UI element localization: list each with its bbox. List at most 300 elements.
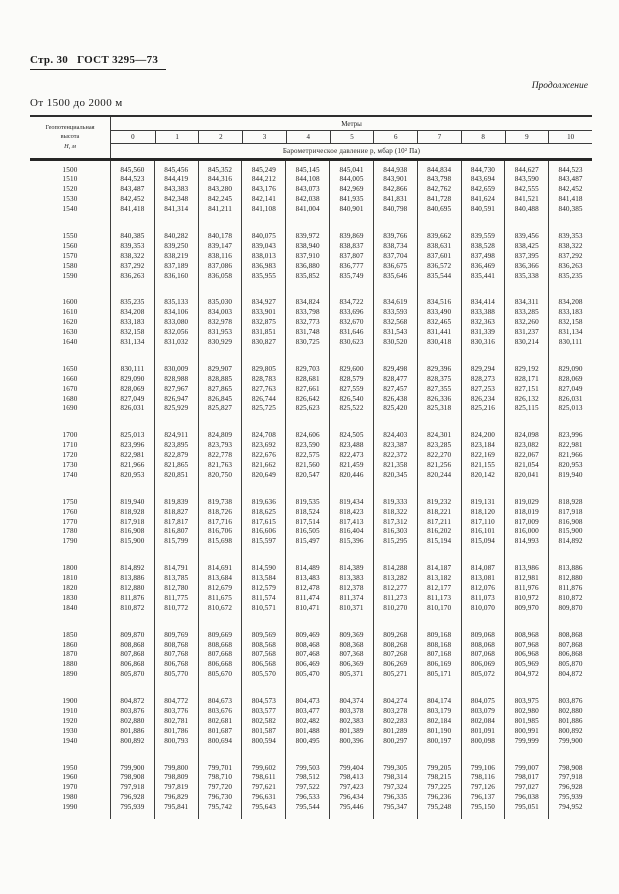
- value-cell: 795,643: [241, 803, 285, 813]
- value-cell: 844,627: [504, 166, 548, 176]
- value-cell-empty: [241, 414, 285, 431]
- value-cell: 837,807: [329, 252, 373, 262]
- value-cell: 844,212: [241, 175, 285, 185]
- value-cell-empty: [154, 813, 198, 819]
- table-row: [30, 650, 592, 660]
- table-row: [30, 461, 592, 471]
- value-cell: 813,886: [110, 574, 154, 584]
- value-cell: 818,322: [373, 508, 417, 518]
- value-cell: 837,189: [154, 262, 198, 272]
- value-cell: 845,041: [329, 166, 373, 176]
- row-axis-header-symbol: Н, м: [64, 143, 76, 151]
- value-cell-empty: [373, 747, 417, 764]
- value-cell: 824,301: [417, 431, 461, 441]
- value-cell-empty: [417, 813, 461, 819]
- height-cell: 1520: [62, 185, 78, 194]
- value-cell-empty: [285, 547, 329, 564]
- value-cell-empty: [461, 281, 505, 298]
- value-cell: 837,910: [285, 252, 329, 262]
- value-cell: 801,886: [548, 717, 592, 727]
- value-cell: 817,918: [110, 518, 154, 528]
- value-cell: 842,969: [329, 185, 373, 195]
- value-cell-empty: [241, 481, 285, 498]
- value-cell: 835,235: [110, 298, 154, 308]
- value-cell: 801,687: [198, 727, 242, 737]
- value-cell: 835,338: [504, 272, 548, 282]
- value-cell: 833,183: [110, 318, 154, 328]
- value-cell: 827,763: [241, 385, 285, 395]
- value-cell: 834,003: [198, 308, 242, 318]
- value-cell: 833,490: [417, 308, 461, 318]
- value-cell: 829,396: [417, 365, 461, 375]
- value-cell-empty: [198, 813, 242, 819]
- value-cell: 823,184: [461, 441, 505, 451]
- value-cell-empty: [548, 614, 592, 631]
- value-cell: 810,070: [461, 604, 505, 614]
- value-cell: 798,017: [504, 773, 548, 783]
- value-cell: 830,316: [461, 338, 505, 348]
- value-cell: 829,192: [504, 365, 548, 375]
- value-cell: 829,498: [373, 365, 417, 375]
- value-cell: 830,623: [329, 338, 373, 348]
- column-header: 1: [155, 131, 199, 144]
- value-cell: 819,131: [461, 498, 505, 508]
- value-cell-empty: [241, 680, 285, 697]
- value-cell: 817,817: [154, 518, 198, 528]
- value-cell: 805,371: [329, 670, 373, 680]
- value-cell: 820,041: [504, 471, 548, 481]
- value-cell: 802,184: [417, 717, 461, 727]
- value-cell: 830,009: [154, 365, 198, 375]
- table-row: [30, 727, 592, 737]
- value-cell: 832,465: [417, 318, 461, 328]
- value-cell-empty: [110, 215, 154, 232]
- value-cell: 813,886: [548, 564, 592, 574]
- value-cell: 809,168: [417, 631, 461, 641]
- value-cell: 802,283: [373, 717, 417, 727]
- value-cell-empty: [329, 680, 373, 697]
- value-cell: 836,469: [461, 262, 505, 272]
- value-cell: 822,372: [373, 451, 417, 461]
- table-row: [30, 471, 592, 481]
- value-cell: 828,375: [417, 375, 461, 385]
- height-cell: 1620: [62, 318, 78, 327]
- value-cell: 812,679: [198, 584, 242, 594]
- value-cell: 817,514: [285, 518, 329, 528]
- value-cell: 814,087: [461, 564, 505, 574]
- value-cell: 826,947: [154, 395, 198, 405]
- value-cell: 820,851: [154, 471, 198, 481]
- value-cell: 827,661: [285, 385, 329, 395]
- value-cell: 808,268: [373, 641, 417, 651]
- value-cell: 813,282: [373, 574, 417, 584]
- value-cell: 797,819: [154, 783, 198, 793]
- value-cell: 830,725: [285, 338, 329, 348]
- value-cell: 822,169: [461, 451, 505, 461]
- value-cell: 836,572: [417, 262, 461, 272]
- block-spacer: [30, 414, 592, 431]
- table-row: [30, 232, 592, 242]
- table-row: [30, 272, 592, 282]
- value-cell: 814,892: [110, 564, 154, 574]
- value-cell: 818,625: [241, 508, 285, 518]
- value-cell: 833,798: [285, 308, 329, 318]
- row-axis-header-line1: Геопотенциальная: [45, 123, 95, 131]
- value-cell: 821,358: [373, 461, 417, 471]
- value-cell: 816,908: [548, 518, 592, 528]
- value-cell: 841,108: [241, 205, 285, 215]
- value-cell: 840,178: [198, 232, 242, 242]
- value-cell-empty: [461, 481, 505, 498]
- value-cell: 804,174: [417, 697, 461, 707]
- value-cell: 827,151: [504, 385, 548, 395]
- value-cell: 833,080: [154, 318, 198, 328]
- height-cell: 1630: [62, 328, 78, 337]
- value-cell: 803,975: [504, 697, 548, 707]
- value-cell-empty: [548, 680, 592, 697]
- value-cell: 838,116: [198, 252, 242, 262]
- value-cell: 844,316: [198, 175, 242, 185]
- value-cell: 826,438: [373, 395, 417, 405]
- value-cell-empty: [241, 281, 285, 298]
- value-cell-empty: [461, 414, 505, 431]
- value-cell-empty: [373, 215, 417, 232]
- value-cell: 804,772: [154, 697, 198, 707]
- value-cell: 798,116: [461, 773, 505, 783]
- value-cell: 801,091: [461, 727, 505, 737]
- height-cell: 1590: [62, 271, 78, 280]
- value-cell: 836,366: [504, 262, 548, 272]
- value-cell: 816,505: [285, 527, 329, 537]
- value-cell-empty: [110, 481, 154, 498]
- value-cell: 797,324: [373, 783, 417, 793]
- value-cell: 819,738: [198, 498, 242, 508]
- value-cell: 832,158: [548, 318, 592, 328]
- value-cell: 829,703: [285, 365, 329, 375]
- value-cell: 842,452: [548, 185, 592, 195]
- value-cell: 834,311: [504, 298, 548, 308]
- table-row: [30, 660, 592, 670]
- value-cell: 831,441: [417, 328, 461, 338]
- table-row: [30, 564, 592, 574]
- value-cell: 817,211: [417, 518, 461, 528]
- value-cell-empty: [198, 281, 242, 298]
- value-cell: 812,177: [417, 584, 461, 594]
- value-cell-empty: [198, 215, 242, 232]
- value-cell: 840,695: [417, 205, 461, 215]
- value-cell: 844,730: [461, 166, 505, 176]
- value-cell: 811,173: [417, 594, 461, 604]
- value-cell: 811,073: [461, 594, 505, 604]
- value-cell-empty: [110, 547, 154, 564]
- value-cell: 821,662: [241, 461, 285, 471]
- value-cell: 795,051: [504, 803, 548, 813]
- height-cell: 1660: [62, 374, 78, 383]
- value-cell: 806,968: [504, 650, 548, 660]
- value-cell: 828,477: [373, 375, 417, 385]
- value-cell: 815,396: [329, 537, 373, 547]
- value-cell-empty: [285, 747, 329, 764]
- value-cell: 821,763: [198, 461, 242, 471]
- value-cell: 801,886: [110, 727, 154, 737]
- value-cell: 840,488: [504, 205, 548, 215]
- value-cell-empty: [198, 414, 242, 431]
- value-cell: 809,769: [154, 631, 198, 641]
- value-cell: 802,084: [461, 717, 505, 727]
- value-cell: 833,901: [241, 308, 285, 318]
- value-cell: 828,171: [504, 375, 548, 385]
- value-cell: 811,876: [548, 584, 592, 594]
- value-cell: 817,716: [198, 518, 242, 528]
- pressure-header: Барометрическое давление р, мбар (10² Па): [282, 147, 421, 155]
- value-cell: 816,404: [329, 527, 373, 537]
- value-cell: 806,768: [154, 660, 198, 670]
- value-cell: 828,681: [285, 375, 329, 385]
- value-cell: 835,235: [548, 272, 592, 282]
- value-cell: 818,827: [154, 508, 198, 518]
- value-cell: 805,072: [461, 670, 505, 680]
- height-cell: 1780: [62, 527, 78, 536]
- value-cell: 839,662: [417, 232, 461, 242]
- table-row: [30, 527, 592, 537]
- table-row: [30, 252, 592, 262]
- value-cell: 796,038: [504, 793, 548, 803]
- value-cell: 842,038: [285, 195, 329, 205]
- value-cell: 836,777: [329, 262, 373, 272]
- table-row: [30, 498, 592, 508]
- value-cell: 844,834: [417, 166, 461, 176]
- value-cell: 805,770: [154, 670, 198, 680]
- value-cell: 820,953: [548, 461, 592, 471]
- value-cell: 812,076: [461, 584, 505, 594]
- height-cell: 1510: [62, 175, 78, 184]
- value-cell: 795,939: [110, 803, 154, 813]
- value-cell: 811,876: [110, 594, 154, 604]
- value-cell: 845,560: [110, 166, 154, 176]
- value-cell-empty: [241, 348, 285, 365]
- value-cell-empty: [548, 348, 592, 365]
- value-cell-empty: [198, 348, 242, 365]
- table-row: [30, 584, 592, 594]
- value-cell: 809,469: [285, 631, 329, 641]
- value-cell: 799,602: [241, 764, 285, 774]
- value-cell: 841,831: [373, 195, 417, 205]
- value-cell: 823,387: [373, 441, 417, 451]
- value-cell-empty: [154, 281, 198, 298]
- value-cell-empty: [417, 281, 461, 298]
- value-cell: 810,872: [548, 594, 592, 604]
- table-row: [30, 803, 592, 813]
- value-cell: 825,623: [285, 404, 329, 414]
- height-cell: 1990: [62, 803, 78, 812]
- value-cell: 842,348: [154, 195, 198, 205]
- value-cell: 813,684: [198, 574, 242, 584]
- value-cell: 797,621: [241, 783, 285, 793]
- value-cell: 796,236: [417, 793, 461, 803]
- column-header: 7: [417, 131, 461, 144]
- value-cell: 835,955: [241, 272, 285, 282]
- value-cell: 843,487: [548, 175, 592, 185]
- value-cell: 829,907: [198, 365, 242, 375]
- table-row: [30, 508, 592, 518]
- value-cell-empty: [329, 281, 373, 298]
- value-cell: 806,868: [548, 650, 592, 660]
- value-cell: 823,692: [241, 441, 285, 451]
- value-cell: 805,470: [285, 670, 329, 680]
- height-cell-empty: [30, 747, 110, 764]
- block-spacer: [30, 680, 592, 697]
- height-cell: 1830: [62, 593, 78, 602]
- value-cell: 810,471: [285, 604, 329, 614]
- height-cell: 1570: [62, 251, 78, 260]
- value-cell: 835,646: [373, 272, 417, 282]
- height-cell: 1930: [62, 726, 78, 735]
- value-cell-empty: [110, 281, 154, 298]
- value-cell: 805,570: [241, 670, 285, 680]
- value-cell: 841,418: [548, 195, 592, 205]
- height-cell: 1810: [62, 574, 78, 583]
- row-axis-header: [30, 117, 110, 158]
- table-row: [30, 537, 592, 547]
- value-cell: 828,988: [154, 375, 198, 385]
- value-cell: 835,030: [198, 298, 242, 308]
- value-cell: 816,908: [110, 527, 154, 537]
- value-cell: 807,968: [504, 641, 548, 651]
- value-cell: 805,670: [198, 670, 242, 680]
- value-cell: 833,388: [461, 308, 505, 318]
- value-cell: 808,468: [285, 641, 329, 651]
- value-cell: 842,452: [110, 195, 154, 205]
- table-row: [30, 574, 592, 584]
- value-cell: 810,872: [110, 604, 154, 614]
- height-cell: 1690: [62, 404, 78, 413]
- value-cell: 800,197: [417, 737, 461, 747]
- value-cell: 838,940: [285, 242, 329, 252]
- value-cell: 822,879: [154, 451, 198, 461]
- value-cell: 839,147: [198, 242, 242, 252]
- value-cell: 826,031: [548, 395, 592, 405]
- value-cell: 810,772: [154, 604, 198, 614]
- height-cell: 1580: [62, 261, 78, 270]
- value-cell: 827,253: [461, 385, 505, 395]
- value-cell: 799,503: [285, 764, 329, 774]
- height-cell-empty: [30, 215, 110, 232]
- value-cell-empty: [548, 813, 592, 819]
- value-cell-empty: [548, 547, 592, 564]
- value-cell: 820,649: [241, 471, 285, 481]
- value-cell: 811,474: [285, 594, 329, 604]
- value-cell-empty: [285, 481, 329, 498]
- value-cell: 810,571: [241, 604, 285, 614]
- table-row: [30, 318, 592, 328]
- value-cell: 831,237: [504, 328, 548, 338]
- column-header-group: [110, 117, 592, 158]
- height-cell: 1910: [62, 707, 78, 716]
- value-cell: 813,785: [154, 574, 198, 584]
- page-number: Стр. 30: [30, 54, 69, 66]
- value-cell: 811,775: [154, 594, 198, 604]
- value-cell: 843,590: [504, 175, 548, 185]
- document-reference: [30, 54, 166, 70]
- value-cell: 808,568: [241, 641, 285, 651]
- height-cell: 1850: [62, 630, 78, 639]
- height-cell: 1710: [62, 441, 78, 450]
- value-cell: 825,216: [461, 404, 505, 414]
- value-cell-empty: [461, 215, 505, 232]
- value-cell: 798,512: [285, 773, 329, 783]
- value-cell: 832,363: [461, 318, 505, 328]
- value-cell: 837,704: [373, 252, 417, 262]
- value-cell: 795,446: [329, 803, 373, 813]
- value-cell: 832,978: [198, 318, 242, 328]
- value-cell: 818,928: [548, 498, 592, 508]
- value-cell: 815,597: [241, 537, 285, 547]
- table-row: [30, 308, 592, 318]
- value-cell: 845,352: [198, 166, 242, 176]
- table-row: [30, 717, 592, 727]
- value-cell: 840,798: [373, 205, 417, 215]
- value-cell: 827,967: [154, 385, 198, 395]
- value-cell: 843,176: [241, 185, 285, 195]
- value-cell: 840,591: [461, 205, 505, 215]
- value-cell: 795,939: [548, 793, 592, 803]
- value-cell: 806,269: [373, 660, 417, 670]
- value-cell-empty: [241, 813, 285, 819]
- value-cell: 799,900: [548, 737, 592, 747]
- value-cell: 830,827: [241, 338, 285, 348]
- value-cell: 833,183: [548, 308, 592, 318]
- value-cell: 802,482: [285, 717, 329, 727]
- value-cell: 824,098: [504, 431, 548, 441]
- height-cell: 1700: [62, 431, 78, 440]
- value-cell: 831,646: [329, 328, 373, 338]
- value-cell: 839,456: [504, 232, 548, 242]
- value-cell-empty: [548, 481, 592, 498]
- table-row: [30, 604, 592, 614]
- value-cell: 814,187: [417, 564, 461, 574]
- value-cell: 797,720: [198, 783, 242, 793]
- value-cell: 804,075: [461, 697, 505, 707]
- value-cell: 809,068: [461, 631, 505, 641]
- value-cell: 807,068: [461, 650, 505, 660]
- value-cell: 816,606: [241, 527, 285, 537]
- value-cell: 816,101: [461, 527, 505, 537]
- value-cell: 805,271: [373, 670, 417, 680]
- table-row: [30, 737, 592, 747]
- value-cell: 812,579: [241, 584, 285, 594]
- height-cell: 1610: [62, 308, 78, 317]
- value-cell: 834,208: [110, 308, 154, 318]
- value-cell: 819,434: [329, 498, 373, 508]
- value-cell: 802,880: [548, 707, 592, 717]
- value-cell: 821,865: [154, 461, 198, 471]
- value-cell: 803,378: [329, 707, 373, 717]
- value-cell: 799,404: [329, 764, 373, 774]
- value-cell: 810,972: [504, 594, 548, 604]
- value-cell: 828,579: [329, 375, 373, 385]
- value-cell-empty: [110, 747, 154, 764]
- table-row: [30, 262, 592, 272]
- value-cell: 820,446: [329, 471, 373, 481]
- value-cell: 838,425: [504, 242, 548, 252]
- value-cell: 837,292: [110, 262, 154, 272]
- value-cell: 841,418: [110, 205, 154, 215]
- height-cell: 1770: [62, 517, 78, 526]
- value-cell: 820,142: [461, 471, 505, 481]
- value-cell: 812,981: [504, 574, 548, 584]
- value-cell: 816,706: [198, 527, 242, 537]
- value-cell: 833,696: [329, 308, 373, 318]
